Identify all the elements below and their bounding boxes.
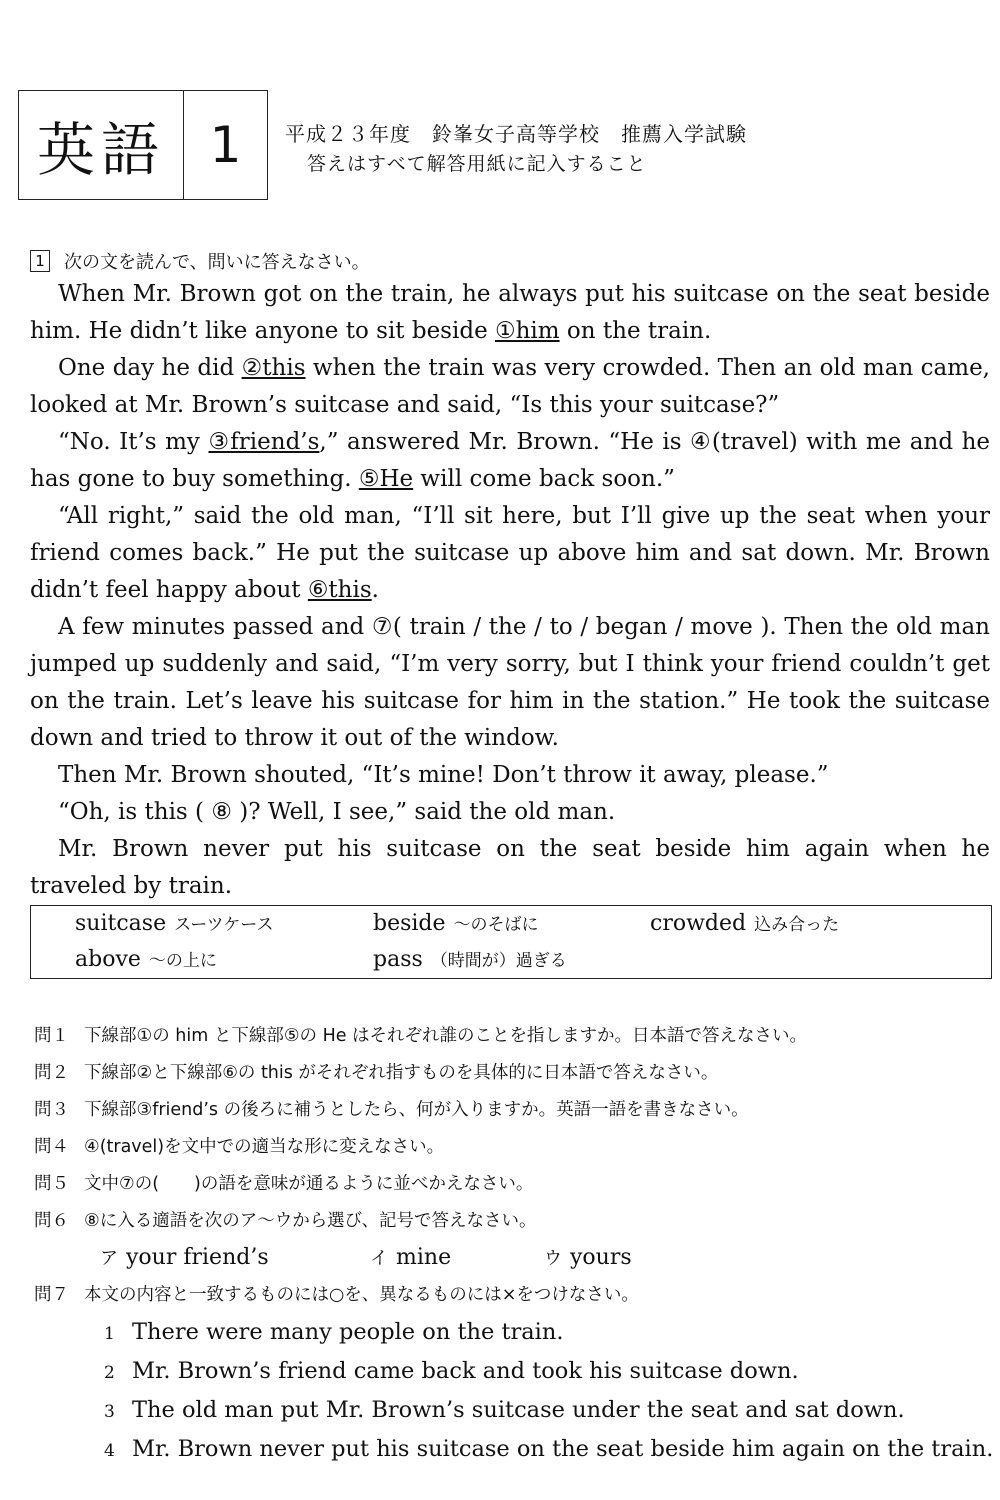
vocab-item: suitcase スーツケース	[75, 911, 274, 936]
exam-title: 平成２３年度 鈴峯女子高等学校 推薦入学試験	[285, 122, 747, 146]
paragraph: When Mr. Brown got on the train, he always put his suitcase on the seat beside him. He didn’t like anyone to sit beside ①him on the train.	[30, 281, 990, 344]
choice-a: ア your friend’s	[100, 1245, 269, 1270]
vocab-item: crowded 込み合った	[650, 911, 840, 936]
paragraph: One day he did ②this when the train was very crowded. Then an old man came, looked at Mr. Brown’s suitcase and said, “Is this your suitcase?”	[30, 355, 990, 418]
statement: 4 Mr. Brown never put his suitcase on the seat beside him again on the train.	[104, 1436, 994, 1462]
question: 問１ 下線部①の him と下線部⑤の He はそれぞれ誰のことを指しますか。日本語で答えなさい。	[34, 1026, 808, 1046]
underline-6: ⑥this	[307, 577, 372, 603]
underline-1: ①him	[495, 318, 560, 344]
section-prompt: 次の文を読んで、問いに答えなさい。	[64, 252, 370, 273]
question: 問４ ④(travel)を文中での適当な形に変えなさい。	[34, 1137, 445, 1157]
reading-passage	[30, 276, 990, 905]
paragraph: “Oh, is this ( ⑧ )? Well, I see,” said the old man.	[58, 799, 616, 825]
exam-info	[285, 118, 747, 176]
underline-3: ③friend’s	[208, 429, 320, 455]
statement: 2 Mr. Brown’s friend came back and took his suitcase down.	[104, 1358, 799, 1384]
paragraph: “All right,” said the old man, “I’ll sit here, but I’ll give up the seat when your friend comes back.” He put the suitcase up above him and sat down. Mr. Brown didn’t feel happy about ⑥this.	[30, 503, 990, 603]
question-list	[34, 1022, 994, 1318]
question: 問５ 文中⑦の( )の語を意味が通るように並べかえなさい。	[34, 1174, 534, 1194]
question: 問３ 下線部③friend’s の後ろに補うとしたら、何が入りますか。英語一語を書きなさい。	[34, 1100, 749, 1120]
choice-u: ウ yours	[544, 1245, 632, 1270]
paragraph: Mr. Brown never put his suitcase on the seat beside him again when he traveled by train.	[30, 836, 990, 899]
question: 問６ ⑧に入る適語を次のア～ウから選び、記号で答えなさい。	[34, 1211, 537, 1231]
statement-list	[104, 1314, 993, 1470]
subject-title: 英語	[19, 91, 184, 199]
exam-instruction: 答えはすべて解答用紙に記入すること	[307, 153, 647, 175]
statement: 3 The old man put Mr. Brown’s suitcase under the seat and sat down.	[104, 1397, 905, 1423]
paragraph: “No. It’s my ③friend’s,” answered Mr. Brown. “He is ④(travel) with me and he has gone to buy something. ⑤He will come back soon.”	[30, 429, 990, 492]
question: 問７ 本文の内容と一致するものには○を、異なるものには×をつけなさい。	[34, 1285, 639, 1305]
statement: 1 There were many people on the train.	[104, 1319, 564, 1345]
vocab-item: pass （時間が）過ぎる	[373, 947, 567, 972]
underline-2: ②this	[241, 355, 306, 381]
underline-5: ⑤He	[358, 466, 414, 492]
choice-row	[34, 1244, 994, 1281]
paragraph: A few minutes passed and ⑦( train / the / to / began / move ). Then the old man jumped up suddenly and said, “I’m very sorry, but I think your friend couldn’t get on the train. Let’s leave his suitcase for him in the station.” He took the suitcase down and tried to throw it out of the window.	[30, 614, 990, 751]
page-number: 1	[209, 116, 242, 174]
section-header	[30, 248, 370, 274]
vocab-item: above ～の上に	[75, 947, 217, 972]
vocabulary-box	[30, 905, 992, 979]
choice-i: イ mine	[370, 1245, 452, 1270]
vocab-item: beside ～のそばに	[373, 911, 539, 936]
section-number: 1	[30, 250, 50, 272]
paragraph: Then Mr. Brown shouted, “It’s mine! Don’t throw it away, please.”	[58, 762, 829, 788]
subject-header-box	[18, 90, 268, 200]
question: 問２ 下線部②と下線部⑥の this がそれぞれ指すものを具体的に日本語で答えなさい。	[34, 1063, 719, 1083]
